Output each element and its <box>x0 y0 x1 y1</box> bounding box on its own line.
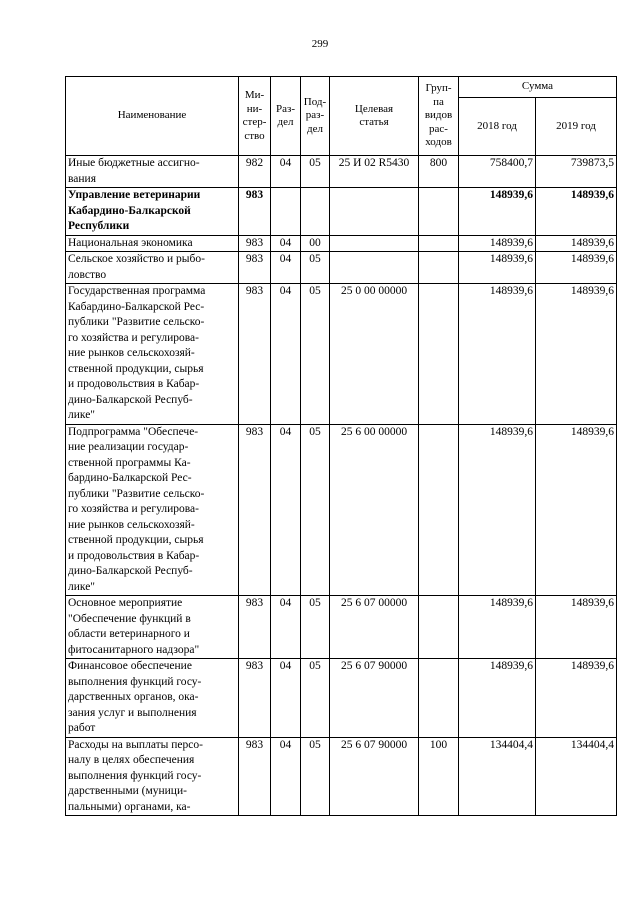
cell-name-line: Национальная экономика <box>68 236 193 249</box>
table-row <box>66 596 617 659</box>
cell-name-line: дарственных органов, ока- <box>68 691 199 703</box>
cell-name-line: публики "Развитие сельско- <box>68 487 205 500</box>
header-group-line: видов <box>424 109 453 122</box>
cell-sum-2019: 148939,6 <box>536 252 617 284</box>
header-group-line: па <box>433 95 444 108</box>
cell-section: 04 <box>271 284 301 425</box>
header-section <box>271 77 301 156</box>
table-row <box>66 235 617 252</box>
cell-name-line: ственной программы Ка- <box>68 456 191 469</box>
cell-subsection: 05 <box>301 424 330 596</box>
cell-sum-2019: 148939,6 <box>536 596 617 659</box>
cell-target: 25 6 07 90000 <box>330 737 419 816</box>
header-subsection-line: раз- <box>305 109 325 122</box>
cell-expense-group: 800 <box>419 156 459 188</box>
cell-expense-group <box>419 659 459 738</box>
cell-sum-2019: 148939,6 <box>536 235 617 252</box>
cell-ministry: 983 <box>239 659 271 738</box>
cell-expense-group <box>419 424 459 596</box>
cell-sum-2018: 148939,6 <box>459 424 536 596</box>
cell-name-line: го хозяйства и регулирова- <box>68 331 199 344</box>
cell-name <box>66 252 239 284</box>
cell-target: 25 6 07 00000 <box>330 596 419 659</box>
cell-name-line: выполнения функций госу- <box>68 769 202 782</box>
header-expense-group <box>419 77 459 156</box>
cell-name-line: ние рынков сельскохозяй- <box>68 518 195 531</box>
cell-name-line: вания <box>68 172 96 185</box>
header-section-line: дел <box>277 116 294 128</box>
header-year-2019: 2019 год <box>536 98 617 156</box>
cell-section: 04 <box>271 659 301 738</box>
cell-name-line: ние рынков сельскохозяй- <box>68 347 195 359</box>
cell-name-line: Расходы на выплаты персо- <box>68 738 203 751</box>
cell-target <box>330 188 419 236</box>
cell-subsection <box>301 188 330 236</box>
cell-name-line: ловство <box>68 268 107 281</box>
cell-name <box>66 424 239 596</box>
cell-target: 25 6 00 00000 <box>330 424 419 596</box>
cell-section: 04 <box>271 737 301 816</box>
cell-name-line: дино-Балкарской Респуб- <box>68 393 193 406</box>
cell-name-line: и продовольствия в Кабар- <box>68 549 200 562</box>
cell-name-line: работ <box>68 722 96 734</box>
cell-name-line: ственной продукции, сырья <box>68 362 204 375</box>
cell-section: 04 <box>271 252 301 284</box>
cell-sum-2019: 134404,4 <box>536 737 617 816</box>
table-row <box>66 284 617 425</box>
header-target <box>330 77 419 156</box>
table-row <box>66 188 617 236</box>
cell-name-line: го хозяйства и регулирова- <box>68 503 199 515</box>
cell-name-line: ственной продукции, сырья <box>68 534 204 546</box>
cell-target: 25 И 02 R5430 <box>330 156 419 188</box>
cell-ministry: 983 <box>239 188 271 236</box>
cell-section: 04 <box>271 156 301 188</box>
cell-sum-2019: 739873,5 <box>536 156 617 188</box>
table-row <box>66 156 617 188</box>
cell-name-line: области ветеринарного и <box>68 628 190 640</box>
header-subsection-line: дел <box>307 122 323 135</box>
cell-name-line: фитосанитарного надзора" <box>68 643 200 656</box>
cell-section: 04 <box>271 596 301 659</box>
header-group-line: Груп- <box>425 82 452 95</box>
header-subsection <box>301 77 330 156</box>
cell-name-line: публики "Развитие сельско- <box>68 316 205 328</box>
table-row <box>66 252 617 284</box>
cell-sum-2018: 134404,4 <box>459 737 536 816</box>
cell-sum-2019: 148939,6 <box>536 424 617 596</box>
header-subsection-line: Под- <box>303 95 327 108</box>
cell-name <box>66 659 239 738</box>
cell-sum-2019: 148939,6 <box>536 659 617 738</box>
cell-expense-group <box>419 235 459 252</box>
header-year-2018: 2018 год <box>459 98 536 156</box>
cell-subsection: 05 <box>301 252 330 284</box>
header-section-line: Раз- <box>275 102 295 115</box>
cell-name-line: "Обеспечение функций в <box>68 612 191 625</box>
cell-name-line: Финансовое обеспечение <box>68 660 192 672</box>
cell-subsection: 05 <box>301 156 330 188</box>
cell-ministry: 983 <box>239 424 271 596</box>
cell-name-line: бардино-Балкарской Рес- <box>68 472 192 484</box>
cell-section: 04 <box>271 235 301 252</box>
header-ministry-line: стер- <box>242 116 267 128</box>
cell-target: 25 6 07 90000 <box>330 659 419 738</box>
header-group-line: рас- <box>429 122 448 135</box>
header-ministry-line: ни- <box>246 102 263 115</box>
cell-target <box>330 252 419 284</box>
cell-name <box>66 596 239 659</box>
cell-subsection: 00 <box>301 235 330 252</box>
cell-name-line: Управление ветеринарии <box>68 189 201 201</box>
cell-name-line: Иные бюджетные ассигно- <box>68 157 200 169</box>
cell-name-line: Сельское хозяйство и рыбо- <box>68 253 205 265</box>
cell-sum-2018: 148939,6 <box>459 252 536 284</box>
cell-ministry: 983 <box>239 284 271 425</box>
cell-name-line: Кабардино-Балкарской Рес- <box>68 300 205 313</box>
header-ministry <box>239 77 271 156</box>
cell-expense-group <box>419 284 459 425</box>
cell-name-line: Республики <box>68 220 130 232</box>
cell-ministry: 983 <box>239 252 271 284</box>
cell-ministry: 983 <box>239 596 271 659</box>
cell-name-line: Кабардино-Балкарской <box>68 204 191 217</box>
header-name: Наименование <box>66 77 239 156</box>
cell-name-line: пальными) органами, ка- <box>68 800 191 813</box>
cell-sum-2018: 148939,6 <box>459 659 536 738</box>
cell-name-line: выполнения функций госу- <box>68 675 202 688</box>
cell-name <box>66 235 239 252</box>
page-number: 299 <box>311 38 329 50</box>
cell-expense-group <box>419 596 459 659</box>
cell-expense-group <box>419 188 459 236</box>
header-ministry-line: Ми- <box>244 89 265 101</box>
cell-target <box>330 235 419 252</box>
cell-expense-group <box>419 252 459 284</box>
cell-ministry: 983 <box>239 737 271 816</box>
header-target-line: Целевая <box>354 102 394 115</box>
table-row <box>66 659 617 738</box>
cell-name-line: ние реализации государ- <box>68 441 189 453</box>
cell-subsection: 05 <box>301 737 330 816</box>
cell-target: 25 0 00 00000 <box>330 284 419 425</box>
cell-sum-2018: 758400,7 <box>459 156 536 188</box>
cell-name-line: Государственная программа <box>68 285 206 297</box>
cell-sum-2018: 148939,6 <box>459 188 536 236</box>
cell-name-line: зания услуг и выполнения <box>68 706 197 719</box>
cell-name-line: Подпрограмма "Обеспече- <box>68 425 199 438</box>
cell-sum-2019: 148939,6 <box>536 188 617 236</box>
cell-sum-2018: 148939,6 <box>459 235 536 252</box>
table-body <box>66 156 617 816</box>
table-row <box>66 424 617 596</box>
cell-ministry: 982 <box>239 156 271 188</box>
cell-name-line: лике" <box>68 409 95 421</box>
cell-name-line: дино-Балкарской Респуб- <box>68 565 193 577</box>
cell-name <box>66 284 239 425</box>
cell-name <box>66 188 239 236</box>
cell-expense-group: 100 <box>419 737 459 816</box>
cell-section <box>271 188 301 236</box>
cell-subsection: 05 <box>301 284 330 425</box>
header-sum: Сумма <box>459 77 617 98</box>
table-row <box>66 737 617 816</box>
cell-name <box>66 737 239 816</box>
budget-table <box>65 76 617 816</box>
cell-sum-2018: 148939,6 <box>459 596 536 659</box>
cell-name-line: лике" <box>68 580 95 593</box>
cell-name-line: Основное мероприятие <box>68 597 183 609</box>
cell-section: 04 <box>271 424 301 596</box>
cell-name-line: и продовольствия в Кабар- <box>68 378 200 390</box>
cell-subsection: 05 <box>301 659 330 738</box>
cell-ministry: 983 <box>239 235 271 252</box>
cell-sum-2019: 148939,6 <box>536 284 617 425</box>
cell-name-line: дарственными (муници- <box>68 785 187 797</box>
cell-name <box>66 156 239 188</box>
header-ministry-line: ство <box>244 129 265 142</box>
cell-subsection: 05 <box>301 596 330 659</box>
header-group-line: ходов <box>425 136 452 149</box>
cell-name-line: налу в целях обеспечения <box>68 754 195 766</box>
cell-sum-2018: 148939,6 <box>459 284 536 425</box>
header-target-line: статья <box>359 116 389 128</box>
